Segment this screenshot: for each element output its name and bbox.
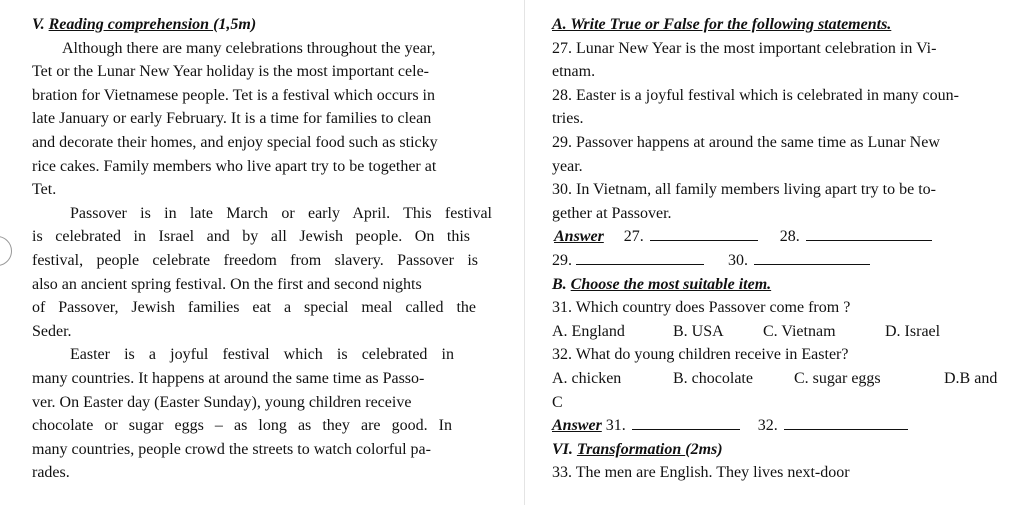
passage-line: rades. [32, 464, 70, 482]
answer-32-label: 32. [757, 417, 778, 435]
option-b: B. USA [673, 322, 724, 340]
answer-label: Answer [554, 228, 604, 246]
question-29-cont: year. [552, 157, 583, 175]
answer-28-label: 28. [779, 228, 800, 246]
passage-line: Passover is in late March or early April. This festival [70, 204, 492, 222]
passage-line: chocolate or sugar eggs – as long as they are good. In [32, 417, 452, 435]
question-31: 31. Which country does Passover come from ? [552, 299, 851, 317]
passage-line: festival, people celebrate freedom from slavery. Passover is [32, 251, 478, 269]
reading-passage-column [32, 13, 498, 485]
answer-32-blank[interactable] [784, 415, 908, 430]
answer-label: Answer [552, 417, 602, 435]
passage-line: Tet or the Lunar New Year holiday is the most important cele- [32, 63, 429, 81]
option-d: D.B and [944, 369, 998, 387]
answer-29-label: 29. [552, 251, 572, 269]
answer-30-blank[interactable] [754, 250, 870, 265]
passage-line: rice cakes. Family members who live apart try to be together at [32, 157, 437, 175]
option-c: C. sugar eggs [794, 369, 881, 387]
passage-line: of Passover, Jewish families eat a special meal called the [32, 299, 476, 317]
question-33: 33. The men are English. They lives next-door [552, 464, 850, 482]
passage-line: late January or early February. It is a time for families to clean [32, 110, 432, 128]
answer-row-31-32 [552, 414, 1018, 438]
answer-29-blank[interactable] [576, 250, 704, 265]
question-27: 27. Lunar New Year is the most important celebration in Vi- [552, 39, 937, 57]
answer-31-label: 31. [605, 417, 626, 435]
questions-column [552, 13, 1018, 485]
question-32: 32. What do young children receive in Easter? [552, 346, 849, 364]
passage-line: and decorate their homes, and enjoy special food such as sticky [32, 133, 438, 151]
passage-line: ver. On Easter day (Easter Sunday), young children receive [32, 393, 412, 411]
answer-27-label: 27. [623, 228, 644, 246]
passage-line: is celebrated in Israel and by all Jewish people. On this [32, 228, 470, 246]
option-a: A. England [552, 322, 625, 340]
answer-28-blank[interactable] [806, 226, 932, 241]
part-b-heading: B. Choose the most suitable item. [552, 275, 772, 293]
question-31-options [552, 320, 1018, 344]
option-d: D. Israel [885, 322, 941, 340]
margin-circle-mark [0, 236, 12, 266]
question-28: 28. Easter is a joyful festival which is celebrated in many coun- [552, 86, 959, 104]
question-28-cont: tries. [552, 110, 584, 128]
passage-line: many countries, people crowd the streets to watch colorful pa- [32, 440, 431, 458]
passage-line: Easter is a joyful festival which is celebrated in [70, 346, 454, 364]
question-29: 29. Passover happens at around the same time as Lunar New [552, 133, 940, 151]
part-a-heading: A. Write True or False for the following statements. [552, 16, 892, 33]
column-divider [524, 0, 525, 505]
section-v-heading: V. Reading comprehension (1,5m) [32, 16, 257, 33]
passage-line: also an ancient spring festival. On the first and second nights [32, 275, 422, 293]
question-32-option-cont: C [552, 393, 563, 411]
answer-30-label: 30. [728, 251, 748, 269]
option-c: C. Vietnam [763, 322, 836, 340]
question-27-cont: etnam. [552, 63, 596, 81]
passage-line: many countries. It happens at around the same time as Passo- [32, 369, 425, 387]
answer-27-blank[interactable] [650, 226, 758, 241]
question-32-options [552, 367, 1018, 391]
answer-31-blank[interactable] [632, 415, 740, 430]
answer-row-29-30 [552, 249, 1018, 273]
passage-line: Seder. [32, 322, 72, 340]
option-a: A. chicken [552, 369, 622, 387]
passage-line: bration for Vietnamese people. Tet is a festival which occurs in [32, 86, 435, 104]
question-30-cont: gether at Passover. [552, 204, 672, 222]
answer-row-27-28 [552, 225, 1018, 249]
passage-line: Tet. [32, 181, 57, 199]
question-30: 30. In Vietnam, all family members living apart try to be to- [552, 181, 936, 199]
section-vi-heading: VI. Transformation (2ms) [552, 440, 723, 458]
option-b: B. chocolate [673, 369, 753, 387]
passage-line: Although there are many celebrations throughout the year, [62, 39, 436, 57]
